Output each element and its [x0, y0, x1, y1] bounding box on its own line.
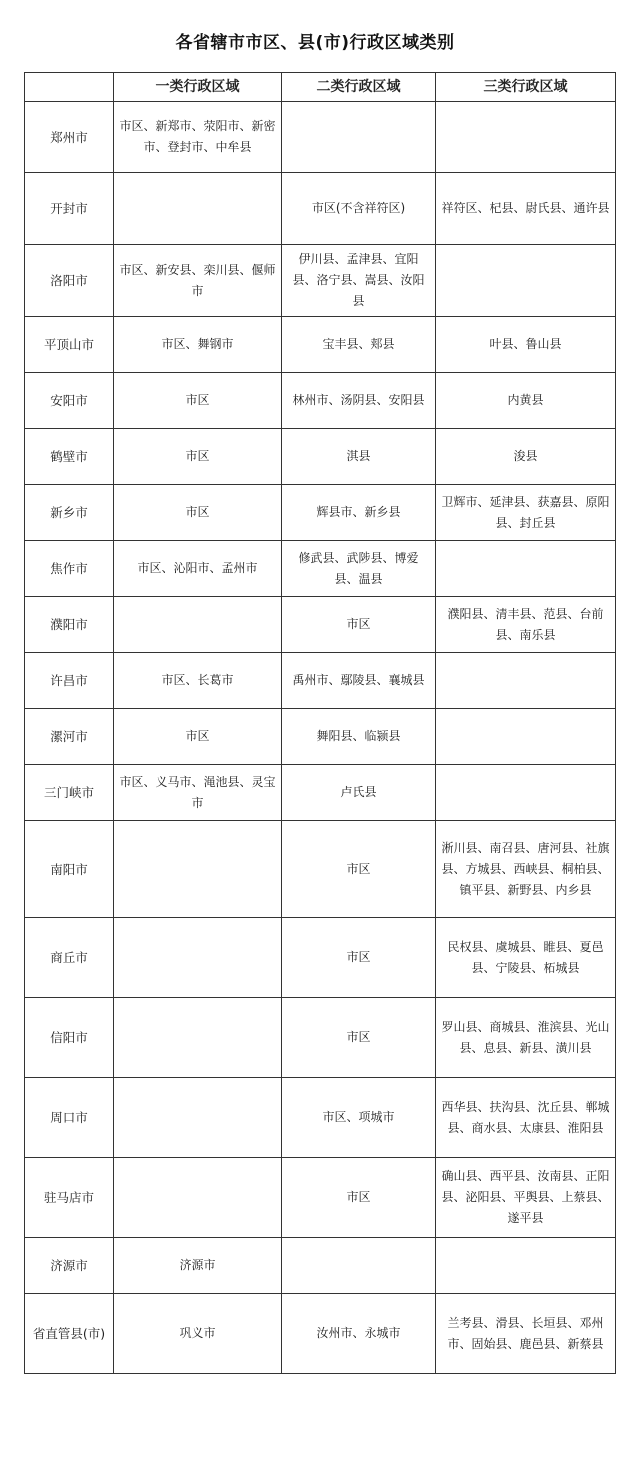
class-3-cell: 内黄县 [436, 373, 616, 429]
class-3-cell: 濮阳县、清丰县、范县、台前县、南乐县 [436, 597, 616, 653]
header-class-3: 三类行政区域 [436, 73, 616, 102]
class-3-cell [436, 1238, 616, 1294]
class-3-cell: 祥符区、杞县、尉氏县、通许县 [436, 173, 616, 245]
class-1-cell: 市区 [114, 429, 282, 485]
class-2-cell: 市区 [282, 821, 436, 918]
header-class-2: 二类行政区域 [282, 73, 436, 102]
class-3-cell [436, 765, 616, 821]
city-cell: 平顶山市 [25, 317, 114, 373]
class-1-cell: 巩义市 [114, 1294, 282, 1374]
class-2-cell: 市区 [282, 998, 436, 1078]
class-2-cell: 市区、项城市 [282, 1078, 436, 1158]
class-2-cell: 林州市、汤阴县、安阳县 [282, 373, 436, 429]
class-3-cell: 兰考县、滑县、长垣县、邓州市、固始县、鹿邑县、新蔡县 [436, 1294, 616, 1374]
class-1-cell [114, 998, 282, 1078]
class-2-cell: 市区 [282, 1158, 436, 1238]
class-3-cell: 罗山县、商城县、淮滨县、光山县、息县、新县、潢川县 [436, 998, 616, 1078]
class-2-cell: 市区(不含祥符区) [282, 173, 436, 245]
class-2-cell: 伊川县、孟津县、宜阳县、洛宁县、嵩县、汝阳县 [282, 245, 436, 317]
table-body [25, 102, 616, 1374]
class-2-cell: 卢氏县 [282, 765, 436, 821]
city-cell: 新乡市 [25, 485, 114, 541]
table-row [25, 765, 616, 821]
city-cell: 焦作市 [25, 541, 114, 597]
city-cell: 鹤壁市 [25, 429, 114, 485]
city-cell: 漯河市 [25, 709, 114, 765]
city-cell: 商丘市 [25, 918, 114, 998]
class-3-cell [436, 102, 616, 173]
city-cell: 濮阳市 [25, 597, 114, 653]
table-row [25, 918, 616, 998]
table-row [25, 1238, 616, 1294]
class-1-cell: 市区、舞钢市 [114, 317, 282, 373]
table-row [25, 245, 616, 317]
city-cell: 开封市 [25, 173, 114, 245]
class-3-cell [436, 245, 616, 317]
class-2-cell: 汝州市、永城市 [282, 1294, 436, 1374]
class-1-cell: 市区、新安县、栾川县、偃师市 [114, 245, 282, 317]
class-1-cell [114, 821, 282, 918]
class-3-cell: 西华县、扶沟县、沈丘县、郸城县、商水县、太康县、淮阳县 [436, 1078, 616, 1158]
table-row [25, 1078, 616, 1158]
class-1-cell [114, 1158, 282, 1238]
class-3-cell: 卫辉市、延津县、获嘉县、原阳县、封丘县 [436, 485, 616, 541]
city-cell: 周口市 [25, 1078, 114, 1158]
class-1-cell: 市区、长葛市 [114, 653, 282, 709]
header-blank [25, 73, 114, 102]
table-row [25, 597, 616, 653]
class-1-cell: 济源市 [114, 1238, 282, 1294]
class-2-cell: 舞阳县、临颍县 [282, 709, 436, 765]
table-row [25, 541, 616, 597]
header-class-1: 一类行政区域 [114, 73, 282, 102]
city-cell: 济源市 [25, 1238, 114, 1294]
class-3-cell: 民权县、虞城县、睢县、夏邑县、宁陵县、柘城县 [436, 918, 616, 998]
table-row [25, 998, 616, 1078]
class-1-cell [114, 1078, 282, 1158]
class-1-cell: 市区 [114, 709, 282, 765]
region-category-table [24, 72, 616, 1374]
table-row [25, 317, 616, 373]
class-1-cell [114, 597, 282, 653]
table-row [25, 653, 616, 709]
class-1-cell [114, 918, 282, 998]
city-cell: 南阳市 [25, 821, 114, 918]
class-2-cell: 辉县市、新乡县 [282, 485, 436, 541]
table-row [25, 429, 616, 485]
city-cell: 信阳市 [25, 998, 114, 1078]
class-3-cell: 浚县 [436, 429, 616, 485]
class-1-cell: 市区、沁阳市、孟州市 [114, 541, 282, 597]
table-row [25, 173, 616, 245]
class-3-cell: 淅川县、南召县、唐河县、社旗县、方城县、西峡县、桐柏县、镇平县、新野县、内乡县 [436, 821, 616, 918]
class-3-cell [436, 653, 616, 709]
class-2-cell: 市区 [282, 918, 436, 998]
table-row [25, 485, 616, 541]
table-row [25, 821, 616, 918]
city-cell: 三门峡市 [25, 765, 114, 821]
class-1-cell [114, 173, 282, 245]
class-2-cell: 宝丰县、郏县 [282, 317, 436, 373]
class-1-cell: 市区 [114, 485, 282, 541]
class-1-cell: 市区、义马市、渑池县、灵宝市 [114, 765, 282, 821]
class-2-cell: 禹州市、鄢陵县、襄城县 [282, 653, 436, 709]
city-cell: 安阳市 [25, 373, 114, 429]
table-row [25, 102, 616, 173]
city-cell: 郑州市 [25, 102, 114, 173]
class-2-cell: 市区 [282, 597, 436, 653]
class-3-cell: 确山县、西平县、汝南县、正阳县、泌阳县、平舆县、上蔡县、遂平县 [436, 1158, 616, 1238]
city-cell: 许昌市 [25, 653, 114, 709]
class-2-cell: 淇县 [282, 429, 436, 485]
table-row [25, 1294, 616, 1374]
class-1-cell: 市区 [114, 373, 282, 429]
table-row [25, 1158, 616, 1238]
city-cell: 洛阳市 [25, 245, 114, 317]
class-2-cell: 修武县、武陟县、博爱县、温县 [282, 541, 436, 597]
class-2-cell [282, 1238, 436, 1294]
class-1-cell: 市区、新郑市、荥阳市、新密市、登封市、中牟县 [114, 102, 282, 173]
page-title: 各省辖市市区、县(市)行政区域类别 [175, 33, 455, 53]
city-cell: 驻马店市 [25, 1158, 114, 1238]
table-row [25, 373, 616, 429]
city-cell: 省直管县(市) [25, 1294, 114, 1374]
class-3-cell [436, 709, 616, 765]
class-3-cell: 叶县、鲁山县 [436, 317, 616, 373]
table-header-row [25, 73, 616, 102]
class-2-cell [282, 102, 436, 173]
class-3-cell [436, 541, 616, 597]
table-row [25, 709, 616, 765]
